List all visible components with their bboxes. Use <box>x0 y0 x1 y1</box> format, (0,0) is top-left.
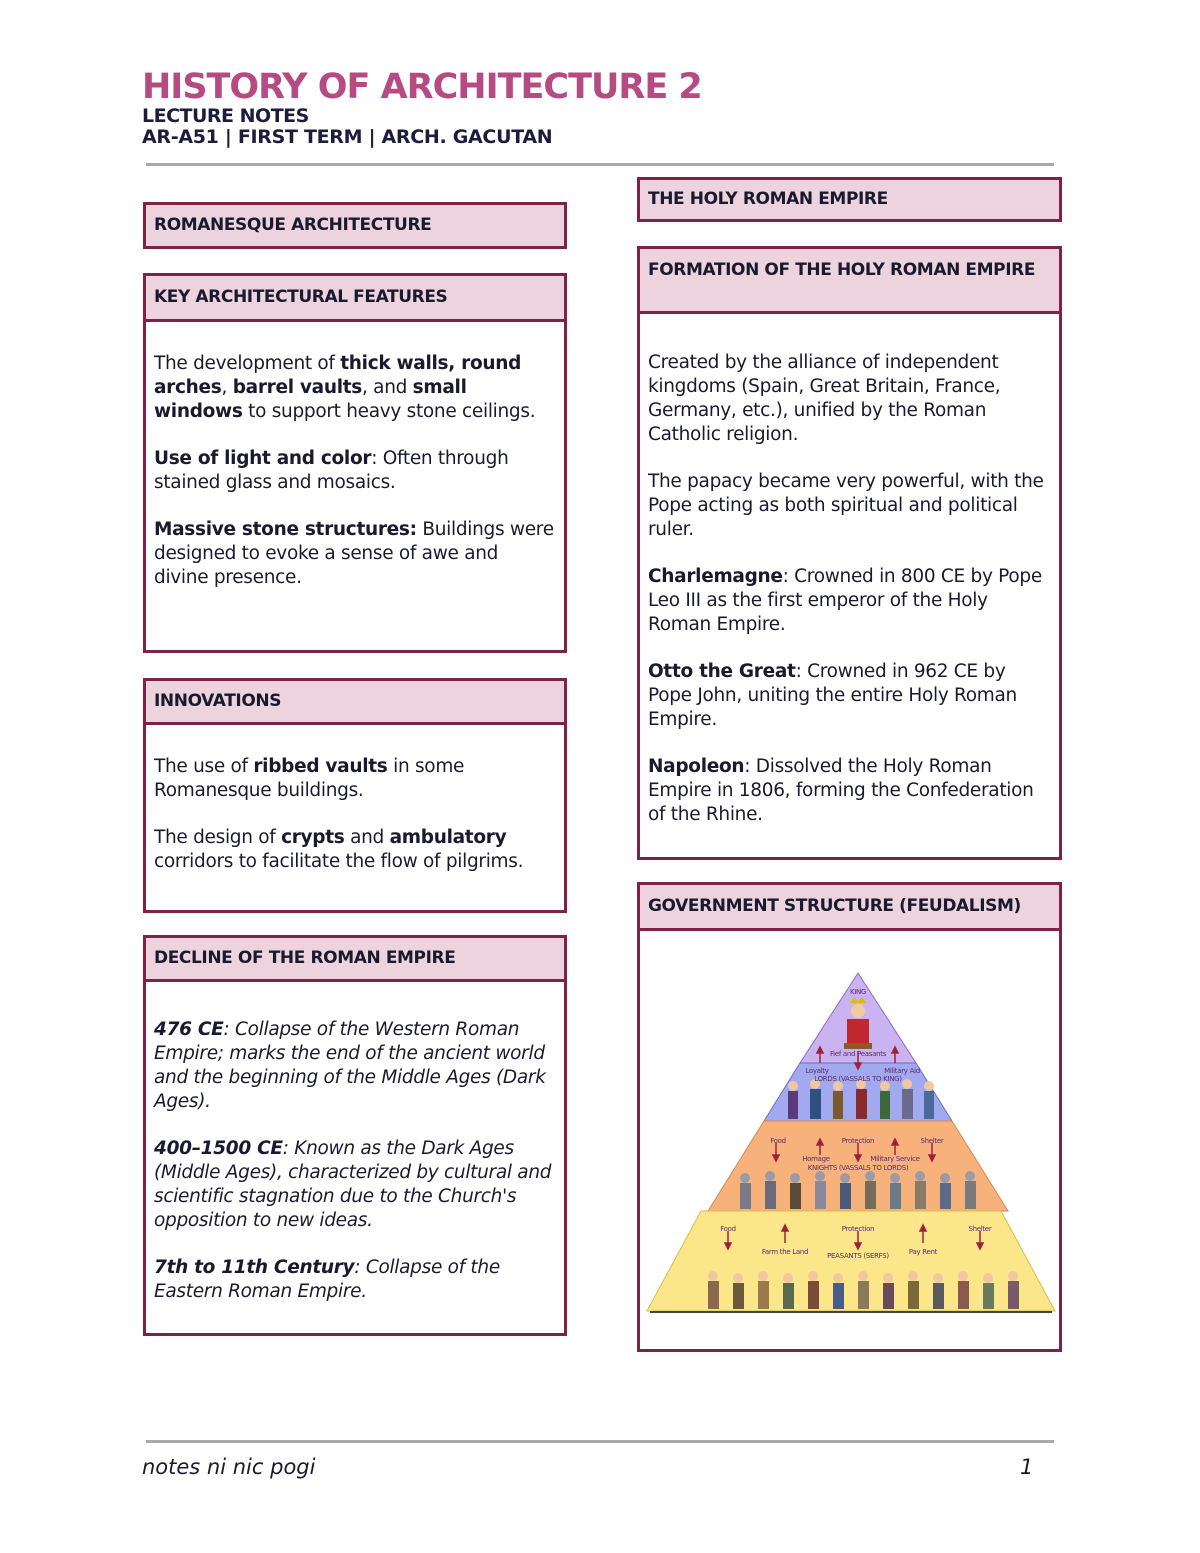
section-heading-formation <box>637 246 1062 314</box>
decline-body <box>143 979 567 1336</box>
document-title: HISTORY OF ARCHITECTURE 2 <box>142 67 702 107</box>
section-heading-government <box>637 882 1062 931</box>
label-military-service: Military Service <box>870 1155 920 1163</box>
paragraph: 476 CE: Collapse of the Western Roman Empire; marks the end of the ancient world and the beginning of the Middle Ages (Dark Ages). <box>154 1019 546 1112</box>
page-number: 1 <box>1020 1455 1034 1479</box>
paragraph: Massive stone structures: Buildings were designed to evoke a sense of awe and divine presence. <box>154 519 554 588</box>
heading-text: GOVERNMENT STRUCTURE (FEUDALISM) <box>648 896 1021 916</box>
label-protection-2: Protection <box>841 1225 875 1233</box>
paragraph: Otto the Great: Crowned in 962 CE by Pope John, uniting the entire Holy Roman Empire. <box>648 661 1017 730</box>
label-homage: Homage <box>802 1155 830 1163</box>
label-lords: LORDS (VASSALS TO KING) <box>814 1075 902 1083</box>
course-line: AR-A51 | FIRST TERM | ARCH. GACUTAN <box>142 126 553 148</box>
heading-text: THE HOLY ROMAN EMPIRE <box>648 189 888 209</box>
label-food-2: Food <box>720 1225 736 1233</box>
paragraph: The use of ribbed vaults in some Romanesque buildings. <box>154 756 465 801</box>
document-header <box>142 68 702 148</box>
label-pay-rent: Pay Rent <box>908 1248 938 1256</box>
innovations-body <box>143 722 567 913</box>
label-military-aid: Military Aid <box>884 1067 920 1075</box>
paragraph: Napoleon: Dissolved the Holy Roman Empire in 1806, forming the Confederation of the Rhine. <box>648 756 1034 825</box>
paragraph: 7th to 11th Century: Collapse of the Eastern Roman Empire. <box>154 1257 500 1302</box>
label-peasants: PEASANTS (SERFS) <box>827 1252 889 1260</box>
paragraph: The papacy became very powerful, with the Pope acting as both spiritual and political ruler. <box>648 471 1044 540</box>
feudal-pyramid-diagram <box>640 931 1059 1349</box>
header-divider <box>146 163 1054 166</box>
formation-body <box>637 311 1062 860</box>
label-food-1: Food <box>770 1137 786 1145</box>
section-heading-decline <box>143 935 567 982</box>
label-knights: KNIGHTS (VASSALS TO LORDS) <box>807 1164 909 1172</box>
label-king: KING <box>849 988 867 996</box>
paragraph: Created by the alliance of independent kingdoms (Spain, Great Britain, France, Germany, etc.), unified by the Roman Catholic religion. <box>648 352 1001 445</box>
paragraph: Charlemagne: Crowned in 800 CE by Pope Leo III as the first emperor of the Holy Roman Empire. <box>648 566 1042 635</box>
paragraph: Use of light and color: Often through stained glass and mosaics. <box>154 448 509 493</box>
heading-text: ROMANESQUE ARCHITECTURE <box>154 215 432 235</box>
heading-text: KEY ARCHITECTURAL FEATURES <box>154 287 448 307</box>
section-heading-innovations <box>143 678 567 725</box>
paragraph: 400–1500 CE: Known as the Dark Ages (Middle Ages), characterized by cultural and scientific stagnation due to the Church's opposition to new ideas. <box>154 1138 552 1231</box>
footer-divider <box>146 1440 1054 1443</box>
label-shelter-1: Shelter <box>920 1137 944 1145</box>
government-body <box>637 928 1062 1352</box>
footer-note: notes ni nic pogi <box>142 1455 316 1479</box>
heading-text: DECLINE OF THE ROMAN EMPIRE <box>154 948 456 968</box>
section-heading-romanesque <box>143 202 567 249</box>
heading-text: FORMATION OF THE HOLY ROMAN EMPIRE <box>648 260 1036 280</box>
heading-text: INNOVATIONS <box>154 691 282 711</box>
label-protection-1: Protection <box>841 1137 875 1145</box>
document-subtitle: LECTURE NOTES <box>142 105 309 127</box>
paragraph: The design of crypts and ambulatory corridors to facilitate the flow of pilgrims. <box>154 827 524 872</box>
section-heading-key-features <box>143 273 567 322</box>
section-heading-holy-roman-empire <box>637 177 1062 222</box>
paragraph: The development of thick walls, round arches, barrel vaults, and small windows to support heavy stone ceilings. <box>154 353 536 422</box>
label-shelter-2: Shelter <box>968 1225 992 1233</box>
key-features-body <box>143 319 567 653</box>
label-fief: Fief and Peasants <box>829 1050 887 1058</box>
label-loyalty: Loyalty <box>805 1067 829 1075</box>
label-farm-the-land: Farm the Land <box>761 1248 809 1256</box>
